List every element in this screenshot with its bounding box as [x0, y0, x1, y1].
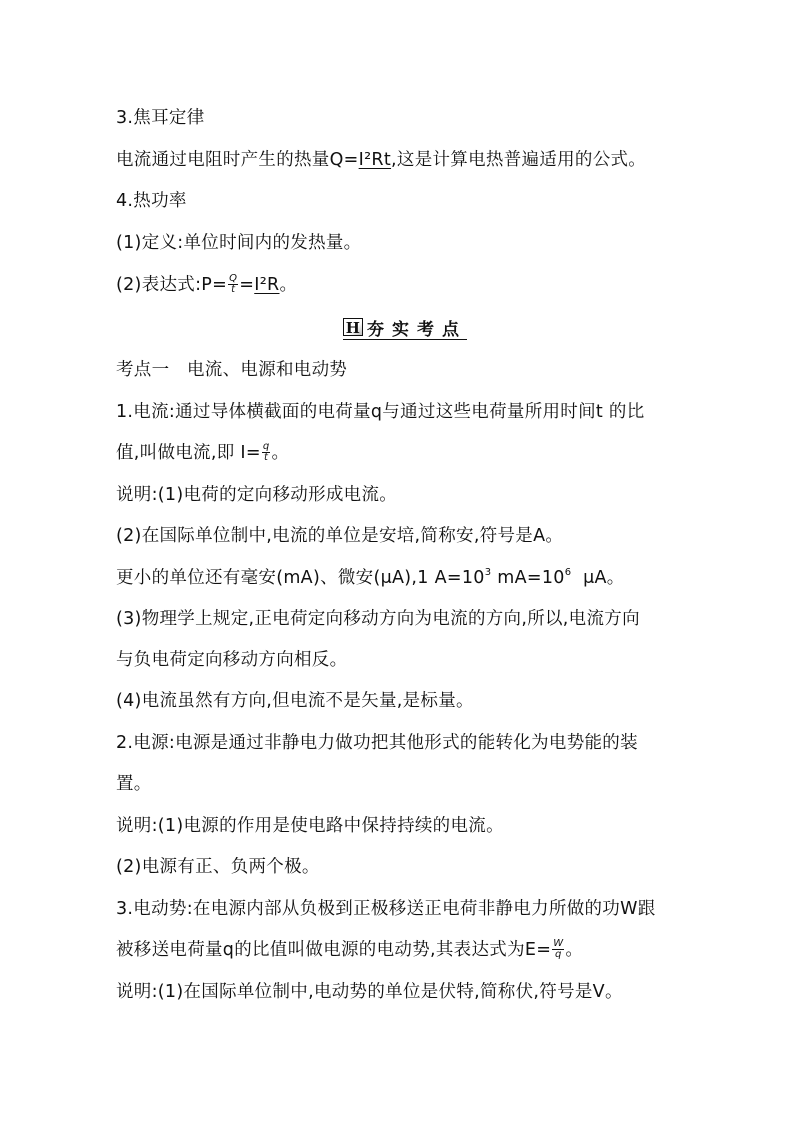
- paragraph-current-def: [116, 401, 645, 423]
- text: (4)电流虽然有方向,但电流不是矢量,是标量。: [116, 691, 474, 711]
- paragraph-source-note-2: [116, 856, 320, 878]
- text: 考点一 电流、电源和电动势: [116, 360, 348, 380]
- text: 被移送电荷量q的比值叫做电源的电动势,其表达式为E=: [116, 940, 552, 960]
- text: 3.焦耳定律: [116, 108, 205, 128]
- numerator: W: [553, 937, 564, 949]
- text: 1.电流:通过导体横截面的电荷量q与通过这些电荷量所用时间t 的比: [116, 402, 645, 422]
- text: mA=10: [491, 568, 565, 588]
- exponent: 6: [564, 567, 572, 579]
- text: (1)定义:单位时间内的发热量。: [116, 233, 362, 253]
- text: μA。: [571, 568, 625, 588]
- denominator: t: [231, 283, 236, 295]
- paragraph-expression: [116, 274, 297, 296]
- section-heading: [343, 316, 467, 340]
- exponent: 3: [484, 567, 492, 579]
- paragraph-emf-note-1: [116, 981, 623, 1003]
- text: 4.热功率: [116, 191, 187, 211]
- paragraph-source-note-1: [116, 815, 504, 837]
- text: 说明:(1)电源的作用是使电路中保持持续的电流。: [116, 816, 504, 836]
- fraction-w-over-q: [552, 939, 564, 960]
- section-title: 夯实考点: [367, 319, 467, 340]
- paragraph-units: [116, 567, 625, 589]
- text: 更小的单位还有毫安(mA)、微安(μA),1 A=10: [116, 568, 485, 588]
- formula-i2r: I²R: [254, 275, 280, 295]
- text: 。: [271, 443, 290, 463]
- text: 说明:(1)在国际单位制中,电动势的单位是伏特,简称伏,符号是V。: [116, 982, 623, 1002]
- text: (2)电源有正、负两个极。: [116, 857, 320, 877]
- text: 2.电源:电源是通过非静电力做功把其他形式的能转化为电势能的装: [116, 733, 638, 753]
- paragraph-joule-formula: [116, 149, 646, 171]
- text: (2)在国际单位制中,电流的单位是安培,简称安,符号是A。: [116, 526, 564, 546]
- paragraph-source-def-cont: [116, 773, 152, 795]
- text: 置。: [116, 774, 152, 794]
- paragraph-current-def-cont: [116, 442, 289, 464]
- paragraph-note-3: [116, 608, 640, 630]
- section-badge-icon: H: [343, 318, 363, 336]
- paragraph-note-4: [116, 690, 474, 712]
- paragraph-source-def: [116, 732, 638, 754]
- numerator: q: [262, 440, 270, 452]
- text: (3)物理学上规定,正电荷定向移动方向为电流的方向,所以,电流方向: [116, 609, 640, 629]
- formula-i2rt: I²Rt: [358, 150, 392, 170]
- fraction-q-over-t: [228, 274, 238, 295]
- text: =: [239, 275, 255, 295]
- text: 。: [279, 275, 298, 295]
- heading-heat-power: [116, 190, 187, 212]
- text: 3.电动势:在电源内部从负极到正极移送正电荷非静电力所做的功W跟: [116, 899, 656, 919]
- paragraph-note-1: [116, 484, 397, 506]
- paragraph-emf-def: [116, 898, 656, 920]
- heading-topic-one: [116, 359, 347, 381]
- text: 说明:(1)电荷的定向移动形成电流。: [116, 485, 398, 505]
- fraction-q-over-t: [262, 442, 271, 463]
- paragraph-definition: [116, 232, 361, 254]
- numerator: Q: [229, 272, 238, 284]
- text: ,这是计算电热普遍适用的公式。: [391, 150, 647, 170]
- text: 。: [565, 940, 584, 960]
- text: 与负电荷定向移动方向相反。: [116, 650, 348, 670]
- text: 电流通过电阻时产生的热量Q=: [116, 150, 359, 170]
- paragraph-emf-def-cont: [116, 939, 583, 961]
- denominator: t: [264, 451, 269, 463]
- paragraph-note-3-cont: [116, 649, 347, 671]
- text: (2)表达式:P=: [116, 275, 228, 295]
- heading-joule-law: [116, 107, 205, 129]
- paragraph-note-2: [116, 525, 563, 547]
- denominator: q: [554, 948, 562, 960]
- text: 值,叫做电流,即 I=: [116, 443, 261, 463]
